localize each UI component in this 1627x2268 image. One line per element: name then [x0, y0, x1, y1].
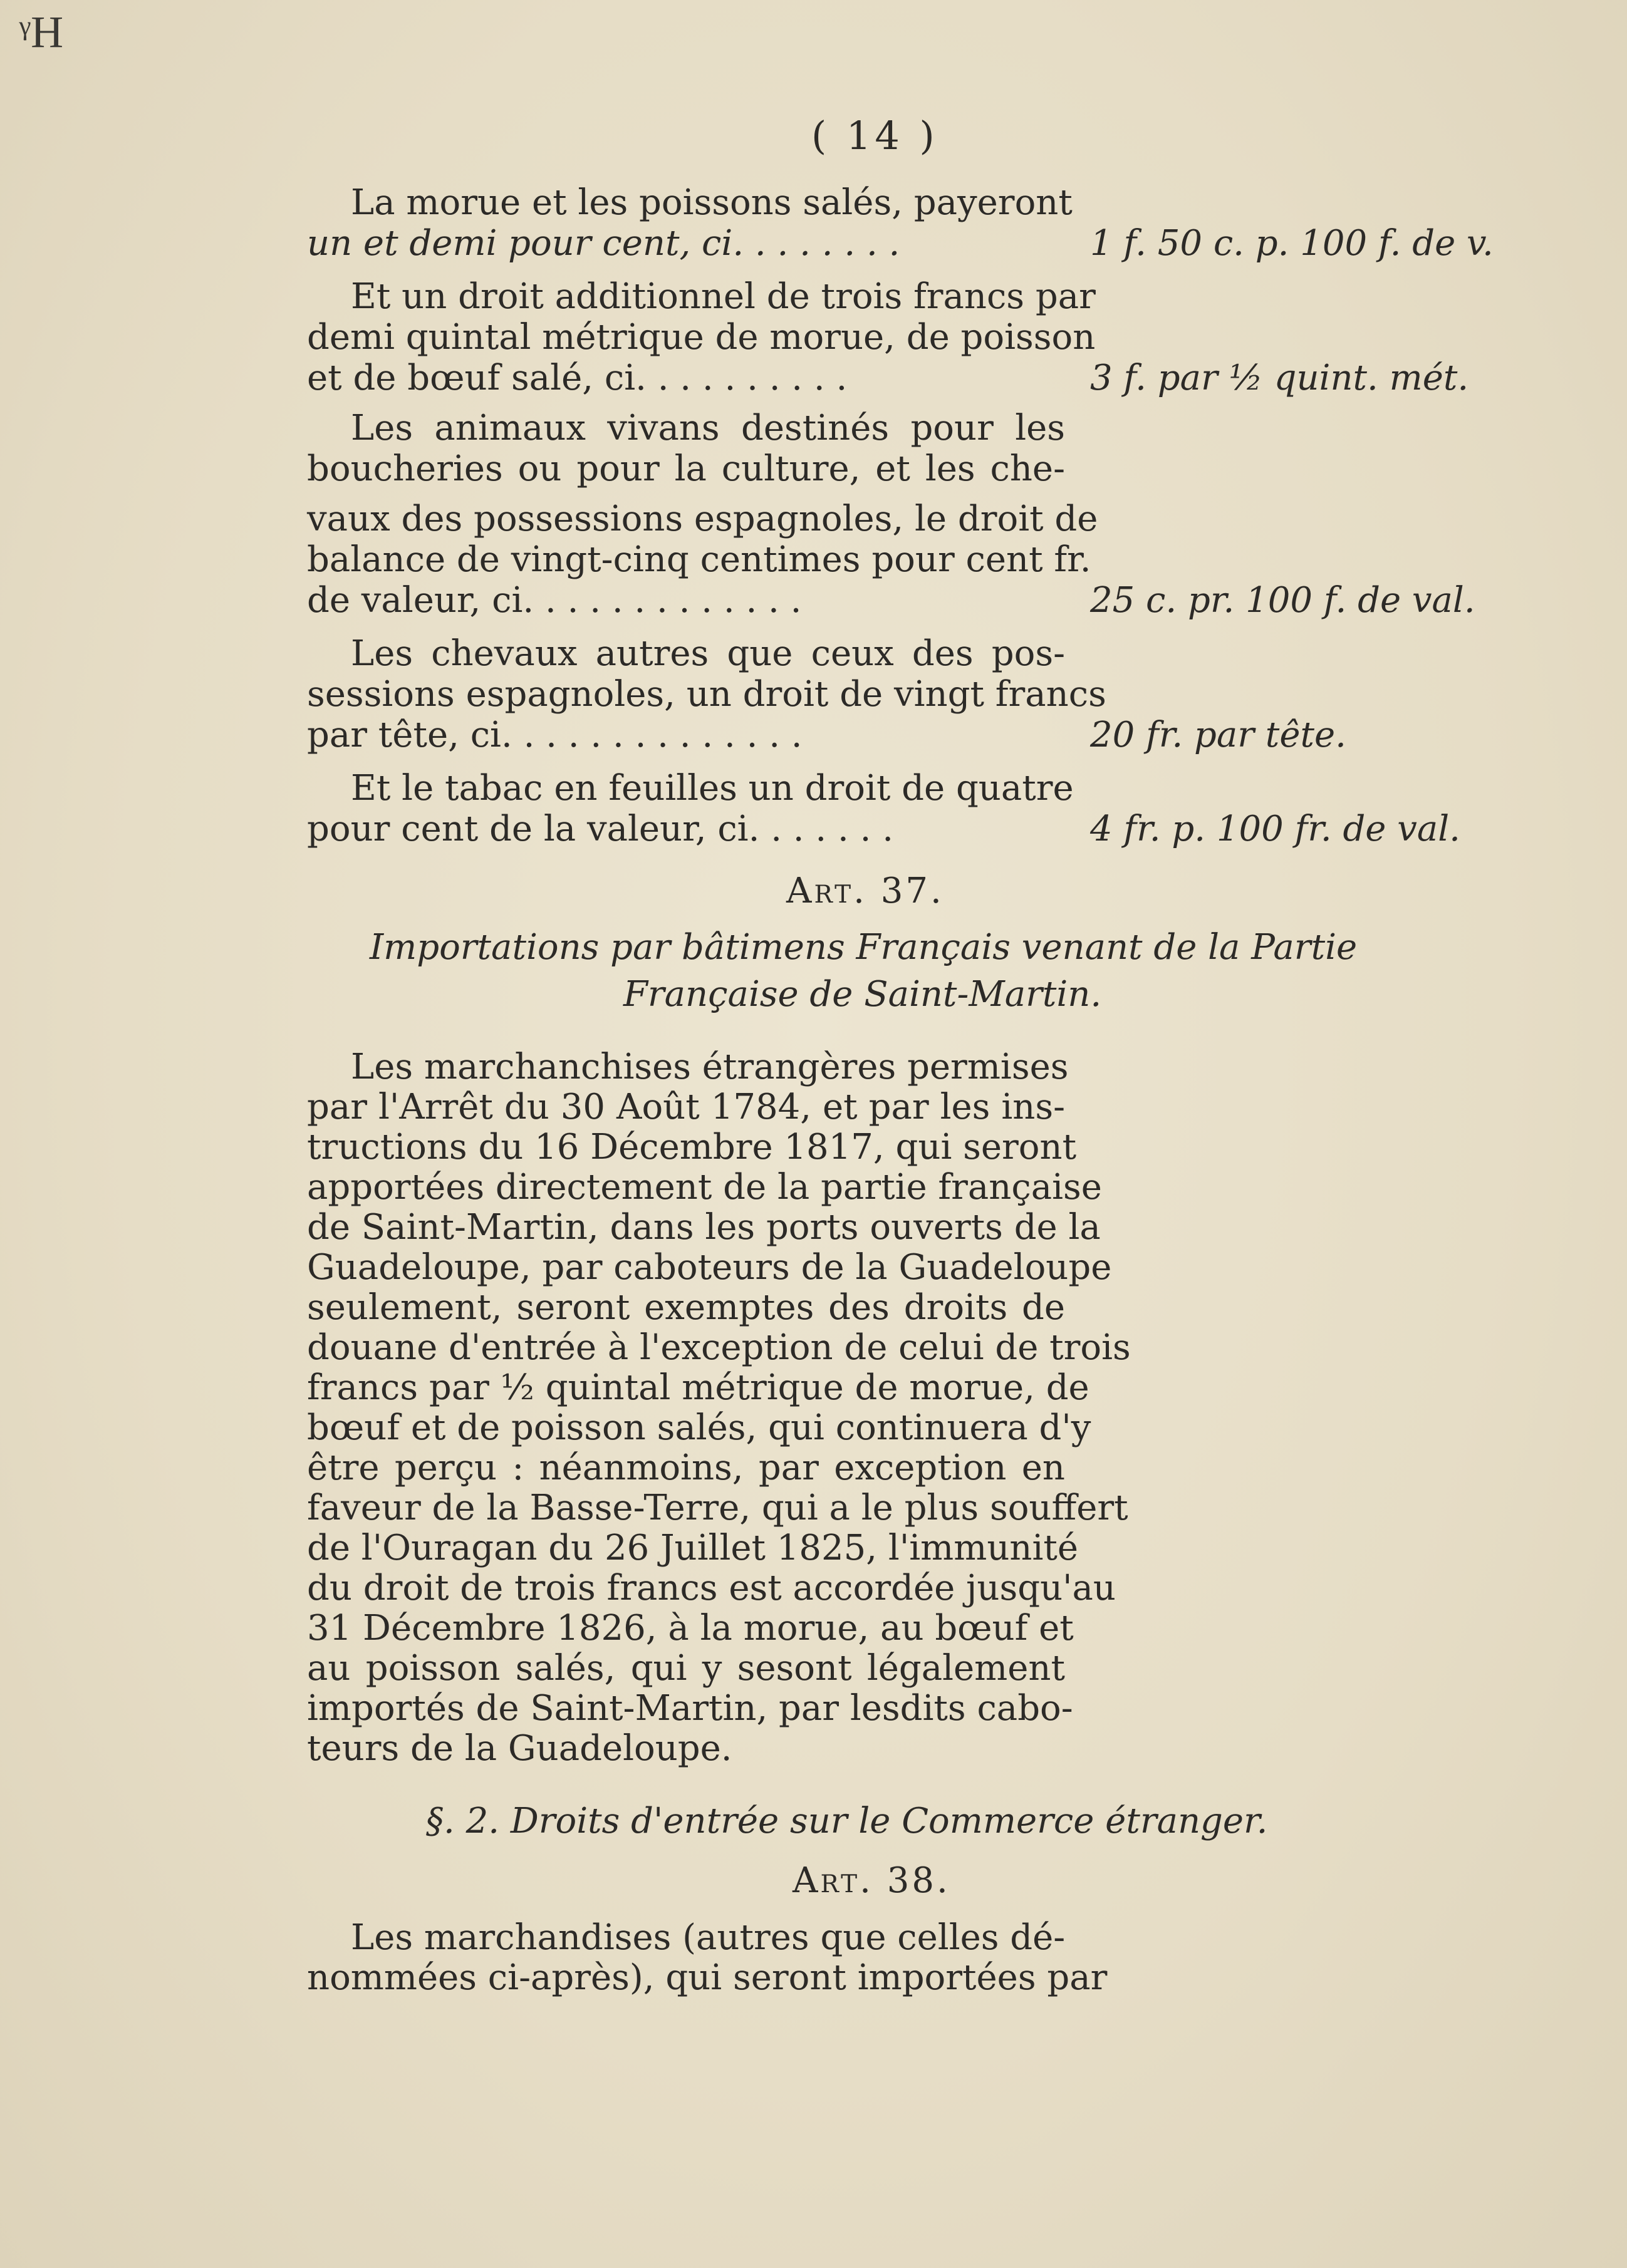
article-37-subtitle: Importations par bâtimens Français venant de la Partie — [370, 927, 1358, 968]
text-line: apportées directement de la partie française — [307, 1167, 1102, 1208]
text-line: un et demi pour cent, ci. . . . . . . . — [307, 223, 900, 264]
text-line: douane d'entrée à l'exception de celui de trois — [307, 1327, 1131, 1368]
text-line: La morue et les poissons salés, payeront — [351, 182, 1073, 223]
text-line: vaux des possessions espagnoles, le droit de — [307, 499, 1098, 539]
text-line: balance de vingt-cinq centimes pour cent fr. — [307, 539, 1091, 580]
text-line: Les marchandises (autres que celles dé- — [351, 1917, 1066, 1958]
text-line: Les animaux vivans destinés pour les — [351, 408, 1065, 448]
tariff-amount: 4 fr. p. 100 fr. de val. — [1090, 809, 1460, 849]
text-line: de Saint-Martin, dans les ports ouverts de la — [307, 1207, 1101, 1248]
text-line: Les chevaux autres que ceux des pos- — [351, 633, 1065, 674]
article-37-subtitle: Française de Saint-Martin. — [623, 974, 1102, 1015]
text-line: Et le tabac en feuilles un droit de quatre — [351, 768, 1074, 809]
text-line: Les marchanchises étrangères permises — [351, 1047, 1069, 1087]
section-2-title: §. 2. Droits d'entrée sur le Commerce étranger. — [426, 1801, 1268, 1841]
text-line: par l'Arrêt du 30 Août 1784, et par les ins- — [307, 1087, 1065, 1127]
tariff-amount: 3 f. par ½ quint. mét. — [1090, 358, 1469, 398]
text-line: au poisson salés, qui y sesont légalement — [307, 1648, 1065, 1689]
text-line: sessions espagnoles, un droit de vingt francs — [307, 674, 1106, 715]
text-line: importés de Saint-Martin, par lesdits cabo- — [307, 1688, 1073, 1729]
tariff-amount: 1 f. 50 c. p. 100 f. de v. — [1090, 223, 1494, 264]
text-line: faveur de la Basse-Terre, qui a le plus souffert — [307, 1488, 1128, 1528]
text-line: du droit de trois francs est accordée jusqu'au — [307, 1568, 1116, 1608]
text-line: tructions du 16 Décembre 1817, qui seront — [307, 1127, 1077, 1168]
text-line: de valeur, ci. . . . . . . . . . . . . — [307, 580, 802, 621]
article-38-heading: Art. 38. — [793, 1860, 950, 1901]
text-line: pour cent de la valeur, ci. . . . . . . — [307, 809, 894, 849]
text-line: Guadeloupe, par caboteurs de la Guadeloupe — [307, 1247, 1112, 1288]
text-line: de l'Ouragan du 26 Juillet 1825, l'immunité — [307, 1528, 1079, 1568]
text-line: boucheries ou pour la culture, et les che- — [307, 448, 1065, 489]
text-line: être perçu : néanmoins, par exception en — [307, 1447, 1065, 1488]
tariff-amount: 20 fr. par tête. — [1090, 715, 1346, 755]
text-line: et de bœuf salé, ci. . . . . . . . . . — [307, 358, 848, 398]
corner-handwritten-mark: ᵞH — [19, 7, 64, 57]
page-number: ( 14 ) — [811, 113, 938, 158]
text-line: nommées ci-après), qui seront importées par — [307, 1957, 1108, 1998]
text-line: 31 Décembre 1826, à la morue, au bœuf et — [307, 1608, 1074, 1649]
text-line: par tête, ci. . . . . . . . . . . . . . — [307, 715, 803, 755]
text-line: demi quintal métrique de morue, de poisson — [307, 317, 1096, 358]
tariff-amount: 25 c. pr. 100 f. de val. — [1090, 580, 1475, 621]
article-37-heading: Art. 37. — [786, 871, 944, 911]
text-line: teurs de la Guadeloupe. — [307, 1728, 732, 1769]
text-line: seulement, seront exemptes des droits de — [307, 1287, 1065, 1328]
text-line: francs par ½ quintal métrique de morue, de — [307, 1367, 1089, 1408]
text-line: Et un droit additionnel de trois francs par — [351, 276, 1096, 317]
text-line: bœuf et de poisson salés, qui continuera d'y — [307, 1407, 1091, 1448]
